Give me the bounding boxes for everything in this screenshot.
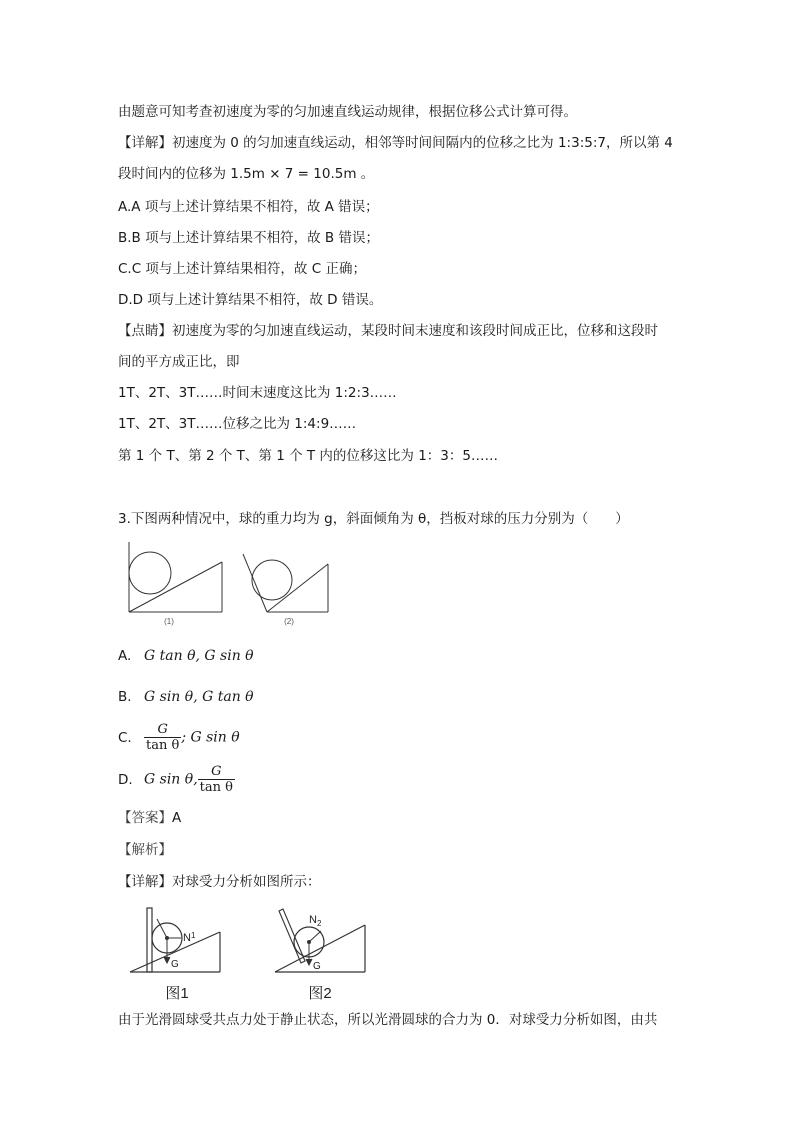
line-4: A.A 项与上述计算结果不相符，故 A 错误；	[118, 199, 379, 215]
line-5: B.B 项与上述计算结果不相符，故 B 错误；	[118, 230, 379, 246]
option-b-text: G sin θ, G tan θ	[144, 689, 254, 705]
diagram-1-n: $N^1$	[183, 931, 196, 944]
detail-line: 【详解】对球受力分析如图所示：	[118, 874, 321, 890]
option-d-text: G sin θ,	[144, 771, 198, 788]
line-8: 【点睛】初速度为零的匀加速直线运动，某段时间末速度和该段时间成正比，位移和这段时	[118, 323, 658, 339]
line-9: 间的平方成正比，即	[118, 354, 240, 370]
answer-line	[118, 809, 181, 827]
option-d-numerator: G	[211, 764, 222, 779]
option-c	[118, 722, 240, 753]
last-line: 由于光滑圆球受共点力处于静止状态，所以光滑圆球的合力为 0．对球受力分析如图，由共	[118, 1012, 658, 1028]
diagram-2-n: $N_2$	[309, 914, 322, 928]
option-c-numerator: G	[157, 722, 168, 737]
line-7: D.D 项与上述计算结果不相符，故 D 错误。	[118, 292, 383, 308]
option-a	[118, 648, 254, 664]
line-12: 第 1 个 T、第 2 个 T、第 1 个 T 内的位移这比为 1：3：5……	[118, 448, 498, 464]
option-d-label: D.	[118, 771, 133, 788]
diagram-2-caption: 图2	[308, 985, 332, 1002]
line-10: 1T、2T、3T……时间末速度这比为 1:2:3……	[118, 385, 397, 401]
question-3: 3.下图两种情况中，球的重力均为 g，斜面倾角为 θ，挡板对球的压力分别为（ ）	[118, 511, 629, 527]
question-figure	[122, 540, 332, 628]
line-1: 由题意可知考查初速度为零的匀加速直线运动规律，根据位移公式计算可得。	[118, 104, 577, 120]
option-b	[118, 689, 254, 705]
line-11: 1T、2T、3T……位移之比为 1:4:9……	[118, 416, 357, 432]
figure-2	[243, 554, 328, 612]
option-a-text: G tan θ, G sin θ	[144, 648, 254, 664]
option-d-fraction	[198, 764, 235, 795]
answer-value: A	[172, 810, 182, 826]
option-d	[118, 764, 235, 795]
option-a-label: A.	[118, 648, 132, 664]
option-c-fraction	[144, 722, 181, 753]
option-c-label: C.	[118, 729, 132, 746]
diagram-1-caption: 图1	[165, 985, 189, 1002]
diagram-1-g: G	[171, 959, 179, 970]
line-3: 段时间内的位移为 1.5m × 7 = 10.5m 。	[118, 166, 375, 182]
option-c-rest: ; G sin θ	[181, 729, 240, 746]
figure-1-label: (1)	[164, 617, 174, 626]
answer-tag: 【答案】	[118, 810, 172, 826]
line-6: C.C 项与上述计算结果相符，故 C 正确；	[118, 261, 366, 277]
option-b-label: B.	[118, 689, 132, 705]
line-2: 【详解】初速度为 0 的匀加速直线运动，相邻等时间间隔内的位移之比为 1:3:5:7，所以第 4	[118, 135, 673, 151]
option-d-denominator: tan θ	[199, 780, 233, 795]
figure-1	[129, 542, 222, 612]
option-c-denominator: tan θ	[146, 738, 180, 753]
diagram-2-g: G	[313, 961, 321, 972]
force-diagram	[125, 905, 370, 1005]
analysis-line: 【解析】	[118, 842, 172, 858]
figure-2-label: (2)	[284, 617, 294, 626]
